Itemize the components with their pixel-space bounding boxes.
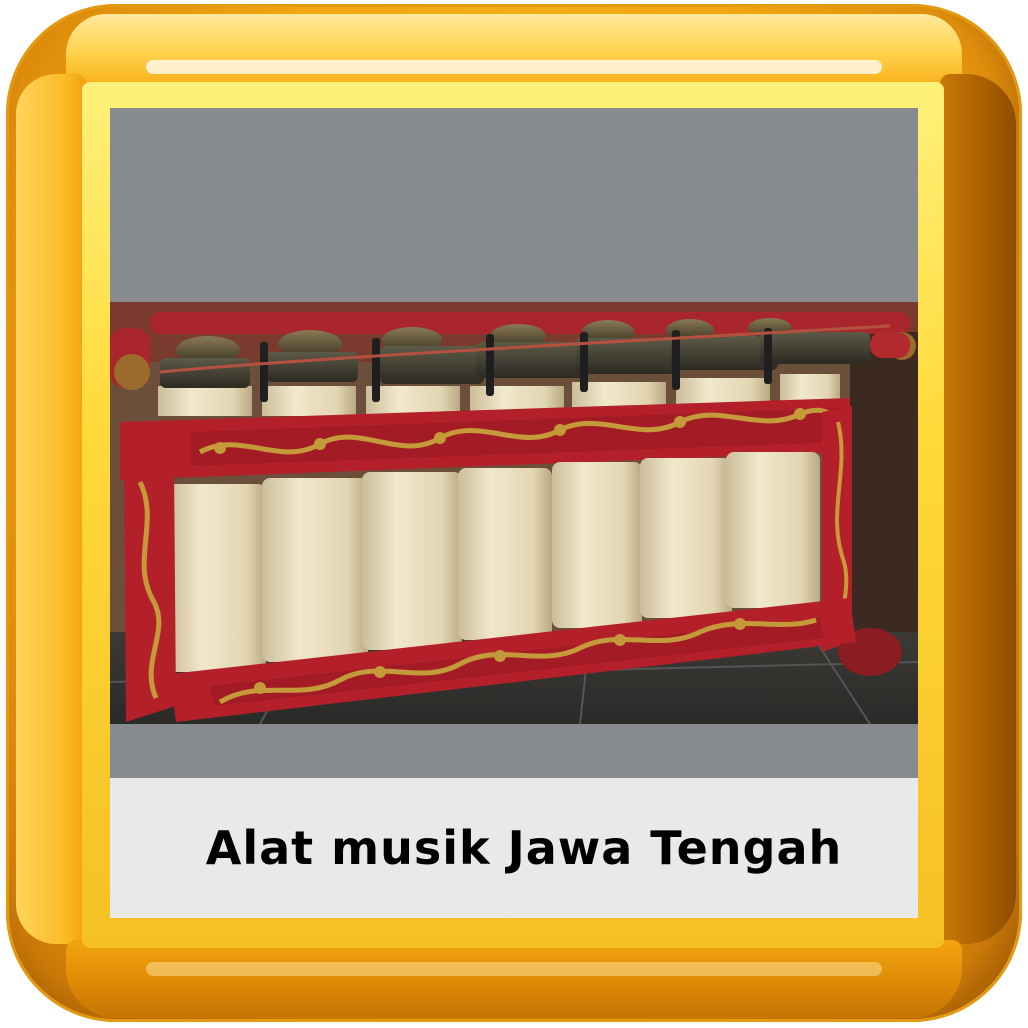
frame-bevel-bottom: [66, 940, 962, 1018]
content-card[interactable]: [110, 108, 918, 918]
caption-text: Alat musik Jawa Tengah: [205, 821, 843, 875]
instrument-photo: [110, 302, 918, 724]
gray-band-bottom: [110, 724, 918, 778]
gray-band-top: [110, 108, 918, 302]
frame-bevel-right: [940, 74, 1016, 944]
frame-bevel-left: [16, 74, 86, 944]
frame-gloss-bottom: [146, 962, 882, 976]
frame-gloss-top: [146, 60, 882, 74]
